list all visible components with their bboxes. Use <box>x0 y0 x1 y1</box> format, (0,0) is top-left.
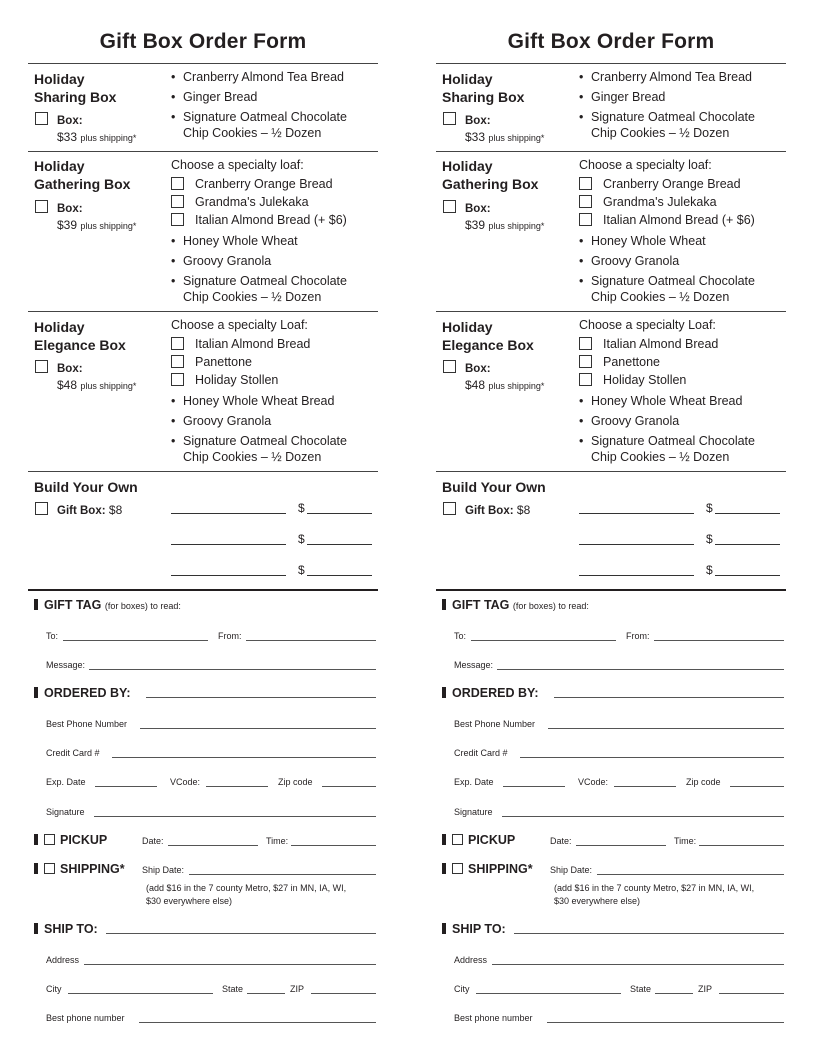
elegance-box-checkbox[interactable] <box>35 360 48 373</box>
sharing-item: • Signature Oatmeal Chocolate <box>171 109 347 125</box>
credit-card-label: Credit Card # <box>46 748 100 758</box>
option-checkbox[interactable] <box>579 337 592 350</box>
message-field[interactable] <box>89 669 376 670</box>
ship-to-heading: SHIP TO: <box>442 922 506 936</box>
ordered-by-heading: ORDERED BY: <box>34 686 131 700</box>
divider <box>436 311 786 312</box>
exp-date-field[interactable] <box>95 786 157 787</box>
shipping-heading[interactable]: SHIPPING* <box>34 862 125 876</box>
ship-phone-field[interactable] <box>547 1022 784 1023</box>
vcode-field[interactable] <box>614 786 676 787</box>
divider <box>28 471 378 472</box>
elegance-box-label: Box: <box>465 363 491 375</box>
ordered-by-field[interactable] <box>146 697 376 698</box>
option-checkbox[interactable] <box>171 195 184 208</box>
byo-price-line[interactable] <box>307 575 372 576</box>
byo-price-line[interactable] <box>715 544 780 545</box>
option-checkbox[interactable] <box>171 177 184 190</box>
ship-date-label: Ship Date: <box>142 865 185 875</box>
from-field[interactable] <box>246 640 376 641</box>
option-checkbox[interactable] <box>579 373 592 386</box>
zip-field[interactable] <box>311 993 376 994</box>
elegance-option[interactable]: Holiday Stollen <box>579 372 686 388</box>
form-title: Gift Box Order Form <box>99 30 307 53</box>
shipping-checkbox[interactable] <box>452 863 463 874</box>
zip-field[interactable] <box>719 993 784 994</box>
gathering-box-name: Holiday Gathering Box <box>442 158 539 192</box>
gathering-option[interactable]: Cranberry Orange Bread <box>171 176 333 192</box>
elegance-option[interactable]: Italian Almond Bread <box>579 336 718 352</box>
phone-field[interactable] <box>548 728 784 729</box>
option-checkbox[interactable] <box>579 177 592 190</box>
dollar-sign: $ <box>298 501 305 515</box>
byo-item-line[interactable] <box>579 544 694 545</box>
elegance-box-price: $48 plus shipping* <box>57 378 137 392</box>
divider <box>28 151 378 152</box>
pickup-time-field[interactable] <box>291 845 376 846</box>
vcode-label: VCode: <box>170 777 201 787</box>
option-checkbox[interactable] <box>171 373 184 386</box>
gathering-choose-label: Choose a specialty loaf: <box>171 158 304 172</box>
zip-code-field[interactable] <box>730 786 784 787</box>
dollar-sign: $ <box>298 563 305 577</box>
gathering-option[interactable]: Italian Almond Bread (+ $6) <box>171 212 347 228</box>
gathering-option[interactable]: Cranberry Orange Bread <box>579 176 741 192</box>
signature-field[interactable] <box>502 816 784 817</box>
ship-date-field[interactable] <box>597 874 784 875</box>
byo-item-line[interactable] <box>171 513 286 514</box>
city-label: City <box>454 984 470 994</box>
address-field[interactable] <box>492 964 784 965</box>
gathering-box-checkbox[interactable] <box>443 200 456 213</box>
gathering-item: • Honey Whole Wheat <box>579 233 706 249</box>
ordered-by-heading: ORDERED BY: <box>442 686 539 700</box>
credit-card-label: Credit Card # <box>454 748 508 758</box>
thick-divider <box>436 589 786 591</box>
ship-date-label: Ship Date: <box>550 865 593 875</box>
pickup-date-label: Date: <box>550 836 572 846</box>
to-label: To: <box>46 631 59 641</box>
address-field[interactable] <box>84 964 376 965</box>
dollar-sign: $ <box>706 532 713 546</box>
shipping-note: (add $16 in the 7 county Metro, $27 in MN, IA, WI, $30 everywhere else) <box>554 883 755 906</box>
byo-item-line[interactable] <box>579 513 694 514</box>
option-checkbox[interactable] <box>579 355 592 368</box>
elegance-item: Chip Cookies – ½ Dozen <box>183 450 322 464</box>
credit-card-field[interactable] <box>112 757 376 758</box>
order-form-right <box>436 0 786 1054</box>
sharing-item: • Ginger Bread <box>171 89 257 105</box>
elegance-item: • Groovy Granola <box>579 413 679 429</box>
state-label: State <box>630 984 652 994</box>
divider <box>436 471 786 472</box>
sharing-item: Chip Cookies – ½ Dozen <box>183 126 322 140</box>
gathering-box-price: $39 plus shipping* <box>465 218 545 232</box>
elegance-item: • Honey Whole Wheat Bread <box>171 393 334 409</box>
state-field[interactable] <box>247 993 285 994</box>
byo-price: Gift Box: $8 <box>57 503 123 517</box>
sharing-item: Chip Cookies – ½ Dozen <box>591 126 730 140</box>
option-checkbox[interactable] <box>171 355 184 368</box>
pickup-checkbox[interactable] <box>452 834 463 845</box>
byo-title: Build Your Own <box>442 479 546 495</box>
to-field[interactable] <box>63 640 208 641</box>
ship-phone-label: Best phone number <box>454 1013 533 1023</box>
option-checkbox[interactable] <box>579 213 592 226</box>
to-field[interactable] <box>471 640 616 641</box>
elegance-box-label: Box: <box>57 363 83 375</box>
sharing-box-price: $33 plus shipping* <box>57 130 137 144</box>
message-field[interactable] <box>497 669 784 670</box>
elegance-box-name: Holiday Elegance Box <box>34 319 126 353</box>
signature-field[interactable] <box>94 816 376 817</box>
elegance-item: Chip Cookies – ½ Dozen <box>591 450 730 464</box>
ship-date-field[interactable] <box>189 874 376 875</box>
option-checkbox[interactable] <box>171 213 184 226</box>
dollar-sign: $ <box>706 563 713 577</box>
ordered-by-field[interactable] <box>554 697 784 698</box>
byo-title: Build Your Own <box>34 479 138 495</box>
elegance-choose-label: Choose a specialty Loaf: <box>171 318 308 332</box>
pickup-checkbox[interactable] <box>44 834 55 845</box>
gathering-item: • Signature Oatmeal Chocolate <box>579 273 755 289</box>
gathering-box-price: $39 plus shipping* <box>57 218 137 232</box>
pickup-time-label: Time: <box>674 836 697 846</box>
message-label: Message: <box>454 660 494 670</box>
elegance-box-name: Holiday Elegance Box <box>442 319 534 353</box>
gathering-option[interactable]: Grandma's Julekaka <box>579 194 717 210</box>
form-title: Gift Box Order Form <box>507 30 715 53</box>
pickup-date-field[interactable] <box>576 845 666 846</box>
option-checkbox[interactable] <box>171 337 184 350</box>
dollar-sign: $ <box>298 532 305 546</box>
credit-card-field[interactable] <box>520 757 784 758</box>
order-form-left <box>28 0 378 1054</box>
ship-phone-label: Best phone number <box>46 1013 125 1023</box>
vcode-field[interactable] <box>206 786 268 787</box>
gathering-item: • Groovy Granola <box>579 253 679 269</box>
elegance-choose-label: Choose a specialty Loaf: <box>579 318 716 332</box>
pickup-time-label: Time: <box>266 836 289 846</box>
from-label: From: <box>218 631 242 641</box>
gathering-box-name: Holiday Gathering Box <box>34 158 131 192</box>
elegance-option[interactable]: Panettone <box>171 354 252 370</box>
byo-item-line[interactable] <box>171 575 286 576</box>
shipping-note: (add $16 in the 7 county Metro, $27 in MN, IA, WI, $30 everywhere else) <box>146 883 347 906</box>
sharing-box-label: Box: <box>465 115 491 127</box>
sharing-item: • Signature Oatmeal Chocolate <box>579 109 755 125</box>
from-field[interactable] <box>654 640 784 641</box>
byo-checkbox[interactable] <box>35 502 48 515</box>
city-field[interactable] <box>68 993 213 994</box>
zip-code-label: Zip code <box>686 777 721 787</box>
divider <box>28 63 378 64</box>
divider <box>436 151 786 152</box>
address-label: Address <box>46 955 80 965</box>
elegance-item: • Signature Oatmeal Chocolate <box>579 433 755 449</box>
dollar-sign: $ <box>706 501 713 515</box>
byo-price-line[interactable] <box>307 544 372 545</box>
zip-label: ZIP <box>290 984 305 994</box>
exp-date-label: Exp. Date <box>46 777 86 787</box>
elegance-option[interactable]: Holiday Stollen <box>171 372 278 388</box>
phone-label: Best Phone Number <box>454 719 536 729</box>
phone-field[interactable] <box>140 728 376 729</box>
sharing-box-checkbox[interactable] <box>35 112 48 125</box>
gathering-item: Chip Cookies – ½ Dozen <box>591 290 730 304</box>
byo-price: Gift Box: $8 <box>465 503 531 517</box>
gathering-option[interactable]: Italian Almond Bread (+ $6) <box>579 212 755 228</box>
gathering-item: • Honey Whole Wheat <box>171 233 298 249</box>
gathering-item: • Groovy Granola <box>171 253 271 269</box>
elegance-item: • Honey Whole Wheat Bread <box>579 393 742 409</box>
gift-tag-heading: GIFT TAG (for boxes) to read: <box>442 598 589 612</box>
byo-price-line[interactable] <box>715 513 780 514</box>
gathering-item: Chip Cookies – ½ Dozen <box>183 290 322 304</box>
gathering-box-label: Box: <box>57 203 83 215</box>
state-field[interactable] <box>655 993 693 994</box>
phone-label: Best Phone Number <box>46 719 128 729</box>
zip-code-field[interactable] <box>322 786 376 787</box>
ship-phone-field[interactable] <box>139 1022 376 1023</box>
byo-price-line[interactable] <box>307 513 372 514</box>
sharing-box-name: Holiday Sharing Box <box>34 71 117 105</box>
sharing-box-price: $33 plus shipping* <box>465 130 545 144</box>
shipping-heading[interactable]: SHIPPING* <box>442 862 533 876</box>
elegance-option[interactable]: Italian Almond Bread <box>171 336 310 352</box>
sharing-item: • Cranberry Almond Tea Bread <box>579 69 752 85</box>
zip-code-label: Zip code <box>278 777 313 787</box>
ship-to-field[interactable] <box>106 933 376 934</box>
sharing-item: • Cranberry Almond Tea Bread <box>171 69 344 85</box>
sharing-box-name: Holiday Sharing Box <box>442 71 525 105</box>
elegance-box-price: $48 plus shipping* <box>465 378 545 392</box>
elegance-option[interactable]: Panettone <box>579 354 660 370</box>
gift-tag-heading: GIFT TAG (for boxes) to read: <box>34 598 181 612</box>
gathering-item: • Signature Oatmeal Chocolate <box>171 273 347 289</box>
shipping-checkbox[interactable] <box>44 863 55 874</box>
sharing-box-checkbox[interactable] <box>443 112 456 125</box>
sharing-item: • Ginger Bread <box>579 89 665 105</box>
pickup-time-field[interactable] <box>699 845 784 846</box>
city-label: City <box>46 984 62 994</box>
elegance-item: • Signature Oatmeal Chocolate <box>171 433 347 449</box>
ship-to-heading: SHIP TO: <box>34 922 98 936</box>
message-label: Message: <box>46 660 86 670</box>
gathering-choose-label: Choose a specialty loaf: <box>579 158 712 172</box>
exp-date-field[interactable] <box>503 786 565 787</box>
gathering-box-checkbox[interactable] <box>35 200 48 213</box>
vcode-label: VCode: <box>578 777 609 787</box>
byo-item-line[interactable] <box>171 544 286 545</box>
pickup-heading[interactable]: PICKUP <box>442 833 515 847</box>
byo-price-line[interactable] <box>715 575 780 576</box>
elegance-box-checkbox[interactable] <box>443 360 456 373</box>
gathering-box-label: Box: <box>465 203 491 215</box>
from-label: From: <box>626 631 650 641</box>
city-field[interactable] <box>476 993 621 994</box>
option-checkbox[interactable] <box>579 195 592 208</box>
signature-label: Signature <box>454 807 493 817</box>
byo-checkbox[interactable] <box>443 502 456 515</box>
pickup-date-label: Date: <box>142 836 164 846</box>
pickup-date-field[interactable] <box>168 845 258 846</box>
sharing-box-label: Box: <box>57 115 83 127</box>
divider <box>28 311 378 312</box>
divider <box>436 63 786 64</box>
thick-divider <box>28 589 378 591</box>
zip-label: ZIP <box>698 984 713 994</box>
ship-to-field[interactable] <box>514 933 784 934</box>
byo-item-line[interactable] <box>579 575 694 576</box>
address-label: Address <box>454 955 488 965</box>
elegance-item: • Groovy Granola <box>171 413 271 429</box>
exp-date-label: Exp. Date <box>454 777 494 787</box>
signature-label: Signature <box>46 807 85 817</box>
state-label: State <box>222 984 244 994</box>
pickup-heading[interactable]: PICKUP <box>34 833 107 847</box>
gathering-option[interactable]: Grandma's Julekaka <box>171 194 309 210</box>
to-label: To: <box>454 631 467 641</box>
